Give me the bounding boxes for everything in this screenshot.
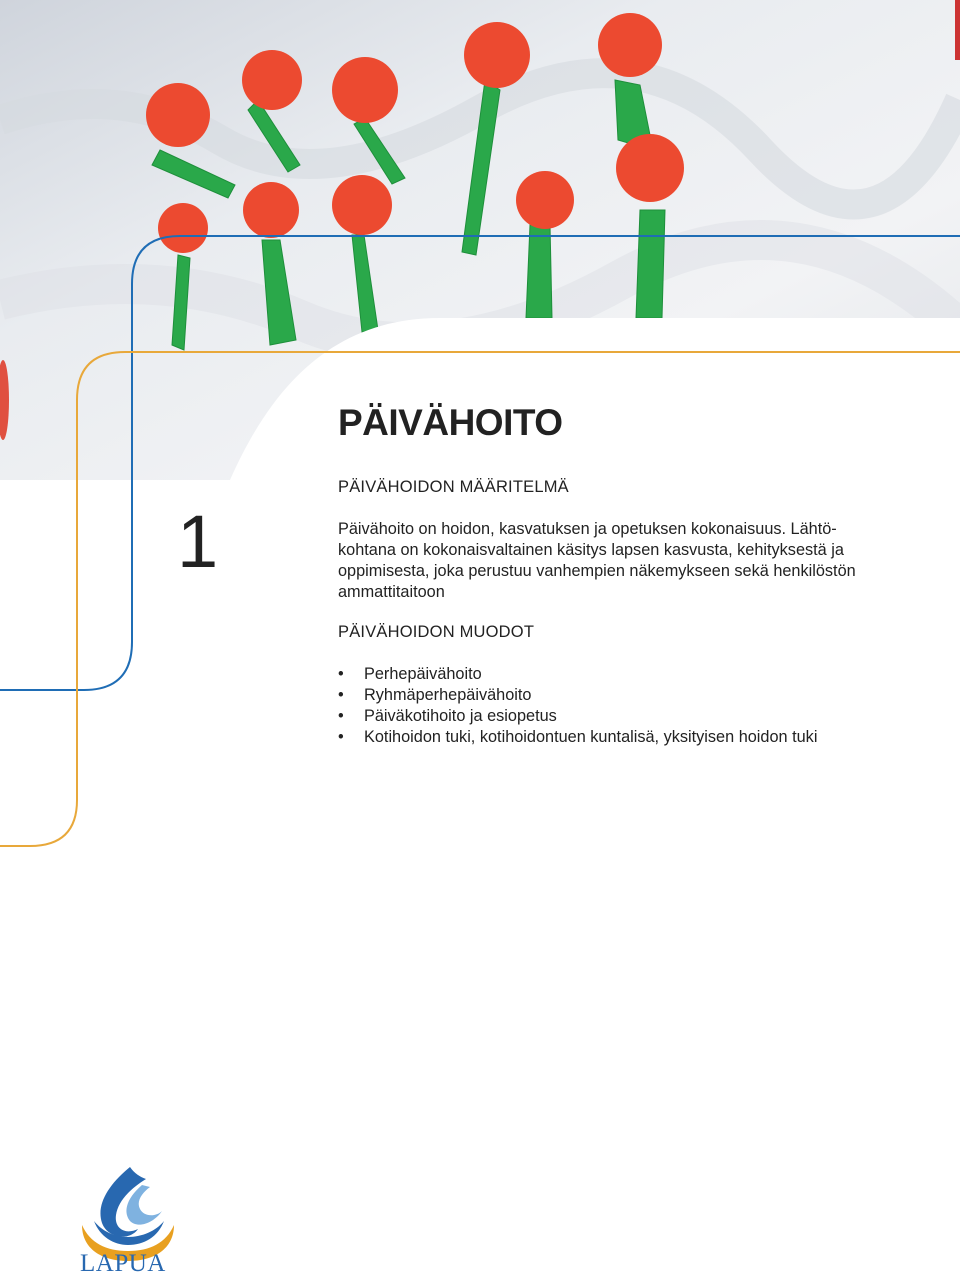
list-item — [338, 706, 817, 727]
list-item — [338, 685, 817, 706]
chapter-number: 1 — [177, 500, 219, 583]
paragraph-line: ammattitaitoon — [338, 583, 445, 601]
list-item-text: Kotihoidon tuki, kotihoidontuen kuntalisä, yksityisen hoidon tuki — [364, 728, 818, 746]
paragraph-line: Päivähoito on hoidon, kasvatuksen ja opetuksen kokonaisuus. Lähtö- — [338, 520, 837, 538]
bullet: • — [338, 728, 344, 746]
bullet: • — [338, 707, 344, 725]
list-item — [338, 727, 817, 748]
definition-heading: PÄIVÄHOIDON MÄÄRITELMÄ — [338, 478, 569, 496]
list-item-text: Ryhmäperhepäivähoito — [364, 686, 532, 704]
page-title: PÄIVÄHOITO — [338, 402, 563, 443]
bullet: • — [338, 686, 344, 704]
paragraph-line: oppimisesta, joka perustuu vanhempien näkemykseen sekä henkilöstön — [338, 562, 856, 580]
list-item-text: Päiväkotihoito ja esiopetus — [364, 707, 557, 725]
forms-list — [338, 664, 817, 748]
definition-paragraph — [338, 519, 898, 603]
forms-heading: PÄIVÄHOIDON MUODOT — [338, 623, 535, 641]
list-item — [338, 664, 817, 685]
logo-wordmark: LAPUA — [80, 1250, 166, 1277]
bullet: • — [338, 665, 344, 683]
list-item-text: Perhepäivähoito — [364, 665, 482, 683]
paragraph-line: kohtana on kokonaisvaltainen käsitys lapsen kasvusta, kehityksestä ja — [338, 541, 844, 559]
